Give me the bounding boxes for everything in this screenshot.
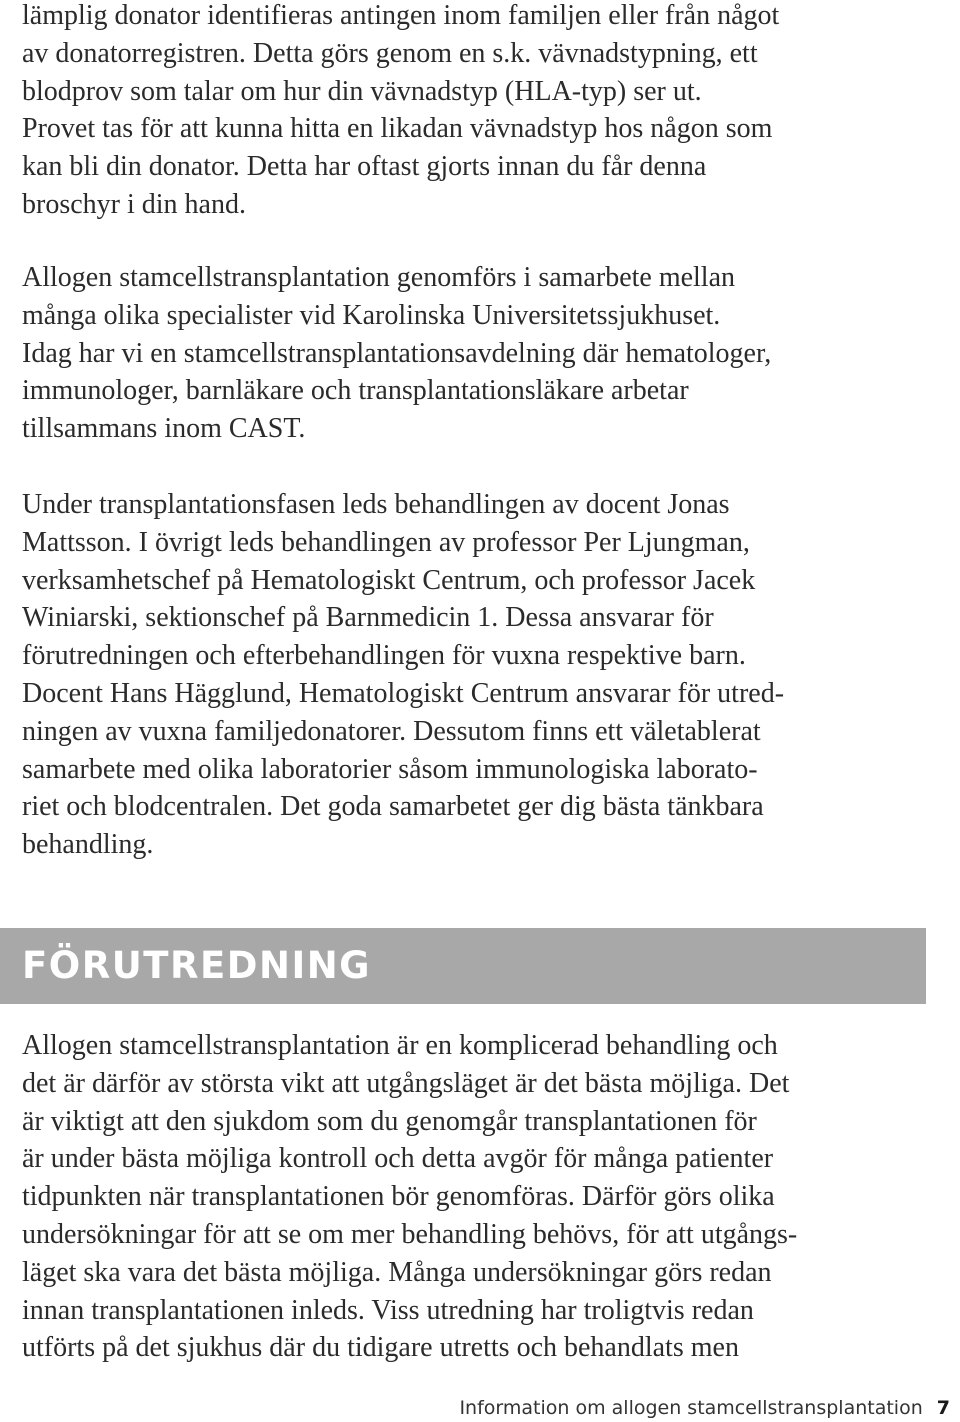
text-line: tillsammans inom CAST. xyxy=(22,413,306,445)
text-line: Allogen stamcellstransplantation genomförs i samarbete mellan xyxy=(22,262,736,293)
text-line: undersökningar för att se om mer behandling behövs, för att utgångs- xyxy=(22,1218,798,1250)
text-line: samarbete med olika laboratorier såsom immunologiska laborato- xyxy=(22,753,758,785)
text-line: behandling. xyxy=(22,829,154,861)
page-footer xyxy=(459,1396,950,1420)
text-line: det är därför av största vikt att utgångsläget är det bästa möjliga. Det xyxy=(22,1067,790,1099)
text-line: Winiarski, sektionschef på Barnmedicin 1. Dessa ansvarar för xyxy=(22,602,714,634)
text-line: många olika specialister vid Karolinska Universitetssjukhuset. xyxy=(22,299,721,331)
text-line: Allogen stamcellstransplantation är en komplicerad behandling och xyxy=(22,1030,778,1061)
page-number: 7 xyxy=(936,1397,950,1419)
text-line: Mattsson. I övrigt leds behandlingen av professor Per Ljungman, xyxy=(22,526,750,558)
paragraph-responsibility xyxy=(22,486,952,864)
text-line: läget ska vara det bästa möjliga. Många undersökningar görs redan xyxy=(22,1256,772,1288)
text-line: är under bästa möjliga kontroll och detta avgör för många patienter xyxy=(22,1143,774,1175)
text-line: förutredningen och efterbehandlingen för vuxna respektive barn. xyxy=(22,640,746,672)
section-title: FÖRUTREDNING xyxy=(22,944,372,987)
text-line: innan transplantationen inleds. Viss utredning har troligtvis redan xyxy=(22,1294,754,1326)
text-line: tidpunkten när transplantationen bör genomföras. Därför görs olika xyxy=(22,1181,775,1213)
text-line: ningen av vuxna familjedonatorer. Dessutom finns ett väletablerat xyxy=(22,715,761,747)
text-line: immunologer, barnläkare och transplantationsläkare arbetar xyxy=(22,375,689,407)
text-line: utförts på det sjukhus där du tidigare utretts och behandlats men xyxy=(22,1332,739,1364)
text-line: lämplig donator identifieras antingen inom familjen eller från något xyxy=(22,0,780,31)
text-line: verksamhetschef på Hematologiskt Centrum, och professor Jacek xyxy=(22,564,756,596)
text-line: riet och blodcentralen. Det goda samarbetet ger dig bästa tänkbara xyxy=(22,791,764,823)
text-line: broschyr i din hand. xyxy=(22,188,246,220)
text-line: av donatorregistren. Detta görs genom en s.k. vävnadstypning, ett xyxy=(22,37,758,69)
footer-title: Information om allogen stamcellstransplantation xyxy=(459,1397,923,1419)
paragraph-donor-identification xyxy=(22,0,952,224)
text-line: Under transplantationsfasen leds behandlingen av docent Jonas xyxy=(22,489,730,520)
text-line: Provet tas för att kunna hitta en likadan vävnadstyp hos någon som xyxy=(22,113,773,145)
text-line: är viktigt att den sjukdom som du genomgår transplantationen för xyxy=(22,1105,757,1137)
section-heading-banner xyxy=(0,928,926,1004)
paragraph-forutredning xyxy=(22,1027,952,1367)
text-line: kan bli din donator. Detta har oftast gjorts innan du får denna xyxy=(22,151,707,183)
paragraph-collaboration xyxy=(22,259,952,448)
text-line: Docent Hans Hägglund, Hematologiskt Centrum ansvarar för utred- xyxy=(22,677,785,709)
text-line: Idag har vi en stamcellstransplantationsavdelning där hematologer, xyxy=(22,337,772,369)
text-line: blodprov som talar om hur din vävnadstyp (HLA-typ) ser ut. xyxy=(22,75,702,107)
